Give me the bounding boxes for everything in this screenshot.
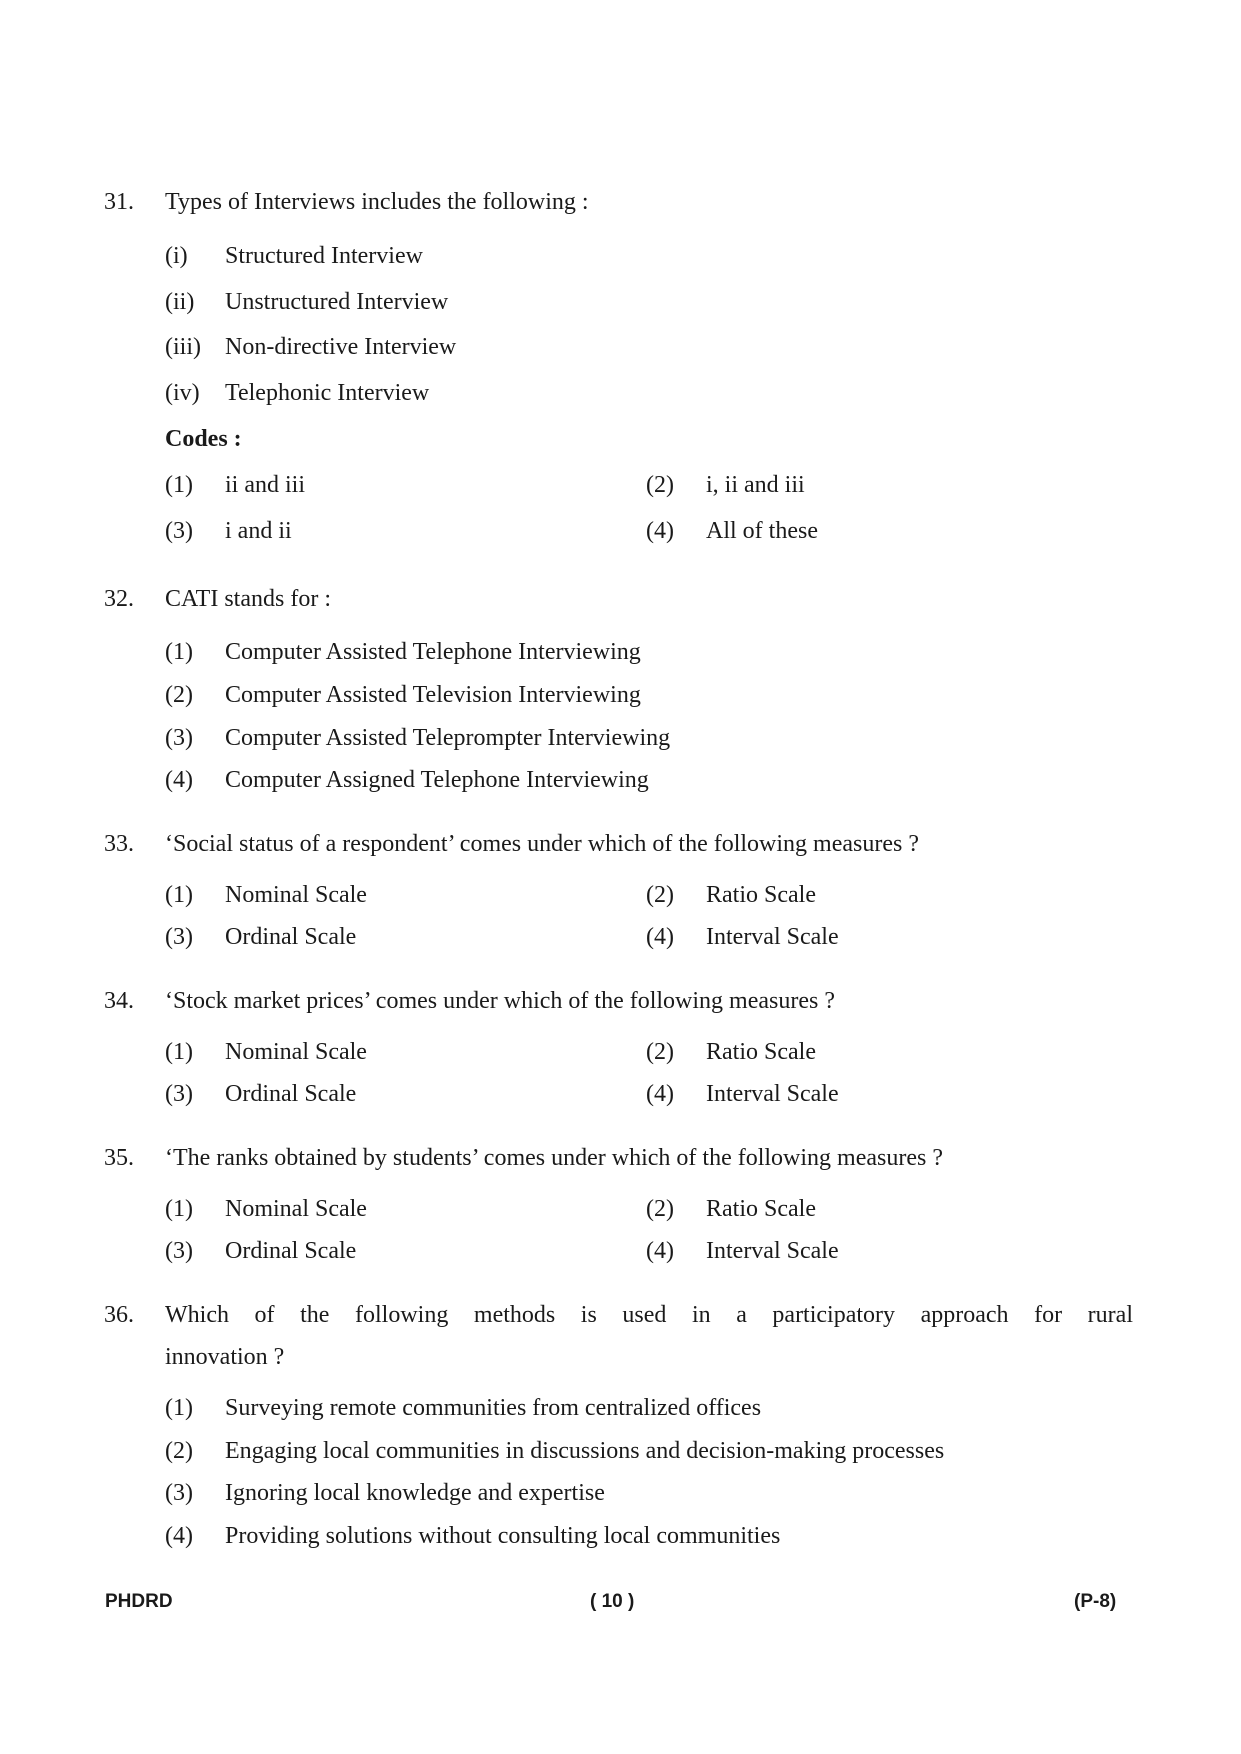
option-number: (2) — [165, 682, 193, 708]
question-number: 35. — [104, 1145, 134, 1171]
option-number: (2) — [646, 1196, 674, 1222]
option-text: Ordinal Scale — [225, 1238, 357, 1264]
option-text: Computer Assigned Telephone Interviewing — [225, 767, 649, 793]
option-number: (1) — [165, 1395, 193, 1421]
option-number: (4) — [165, 767, 193, 793]
question-text: ‘Social status of a respondent’ comes under which of the following measures ? — [165, 831, 920, 857]
footer-series: (P-8) — [1074, 1591, 1117, 1612]
option-text: Computer Assisted Teleprompter Interviewing — [225, 725, 671, 751]
option-number: (2) — [646, 882, 674, 908]
option-text: Interval Scale — [706, 1238, 839, 1264]
item-text: Telephonic Interview — [225, 380, 430, 406]
option-number: (4) — [165, 1523, 193, 1549]
item-number: (iv) — [165, 380, 200, 406]
question-number: 33. — [104, 831, 134, 857]
question-text-line-2: innovation ? — [165, 1344, 285, 1370]
item-text: Non-directive Interview — [225, 334, 457, 360]
question-number: 32. — [104, 586, 134, 612]
option-text: Nominal Scale — [225, 1196, 367, 1222]
option-text: Ignoring local knowledge and expertise — [225, 1480, 605, 1506]
question-text: Types of Interviews includes the following : — [165, 189, 589, 215]
option-number: (3) — [165, 1480, 193, 1506]
question-number: 31. — [104, 189, 134, 215]
question-number: 34. — [104, 988, 134, 1014]
question-text: CATI stands for : — [165, 586, 331, 612]
item-number: (iii) — [165, 334, 201, 360]
option-text: Ordinal Scale — [225, 1081, 357, 1107]
option-number: (3) — [165, 725, 193, 751]
option-text: Ratio Scale — [706, 882, 816, 908]
option-text: Nominal Scale — [225, 1039, 367, 1065]
option-text: Interval Scale — [706, 924, 839, 950]
option-number: (3) — [165, 1238, 193, 1264]
option-number: (1) — [165, 472, 193, 498]
option-text: All of these — [706, 518, 818, 544]
item-text: Structured Interview — [225, 243, 423, 269]
option-number: (4) — [646, 518, 674, 544]
option-text: Computer Assisted Telephone Interviewing — [225, 639, 641, 665]
option-text: Ratio Scale — [706, 1196, 816, 1222]
option-number: (3) — [165, 1081, 193, 1107]
option-text: Nominal Scale — [225, 882, 367, 908]
footer-page-number: ( 10 ) — [590, 1591, 635, 1612]
option-text: Surveying remote communities from centralized offices — [225, 1395, 762, 1421]
item-text: Unstructured Interview — [225, 289, 449, 315]
option-number: (4) — [646, 924, 674, 950]
option-number: (1) — [165, 639, 193, 665]
option-number: (2) — [165, 1438, 193, 1464]
option-text: Ratio Scale — [706, 1039, 816, 1065]
option-number: (2) — [646, 1039, 674, 1065]
option-number: (2) — [646, 472, 674, 498]
option-text: Engaging local communities in discussions and decision-making processes — [225, 1438, 945, 1464]
option-number: (3) — [165, 924, 193, 950]
question-number: 36. — [104, 1302, 134, 1328]
option-text: Computer Assisted Television Interviewing — [225, 682, 641, 708]
option-text: i and ii — [225, 518, 292, 544]
option-number: (3) — [165, 518, 193, 544]
item-number: (ii) — [165, 289, 195, 315]
option-text: i, ii and iii — [706, 472, 805, 498]
codes-label: Codes : — [165, 426, 242, 452]
option-number: (4) — [646, 1238, 674, 1264]
option-text: Ordinal Scale — [225, 924, 357, 950]
item-number: (i) — [165, 243, 188, 269]
option-number: (4) — [646, 1081, 674, 1107]
option-number: (1) — [165, 882, 193, 908]
option-text: ii and iii — [225, 472, 305, 498]
footer-code: PHDRD — [105, 1591, 173, 1612]
question-text: ‘The ranks obtained by students’ comes under which of the following measures ? — [165, 1145, 944, 1171]
question-text: ‘Stock market prices’ comes under which of the following measures ? — [165, 988, 836, 1014]
option-text: Interval Scale — [706, 1081, 839, 1107]
question-text-line-1: Which of the following methods is used in a participatory approach for rural — [165, 1302, 1133, 1328]
option-number: (1) — [165, 1196, 193, 1222]
option-number: (1) — [165, 1039, 193, 1065]
option-text: Providing solutions without consulting local communities — [225, 1523, 781, 1549]
